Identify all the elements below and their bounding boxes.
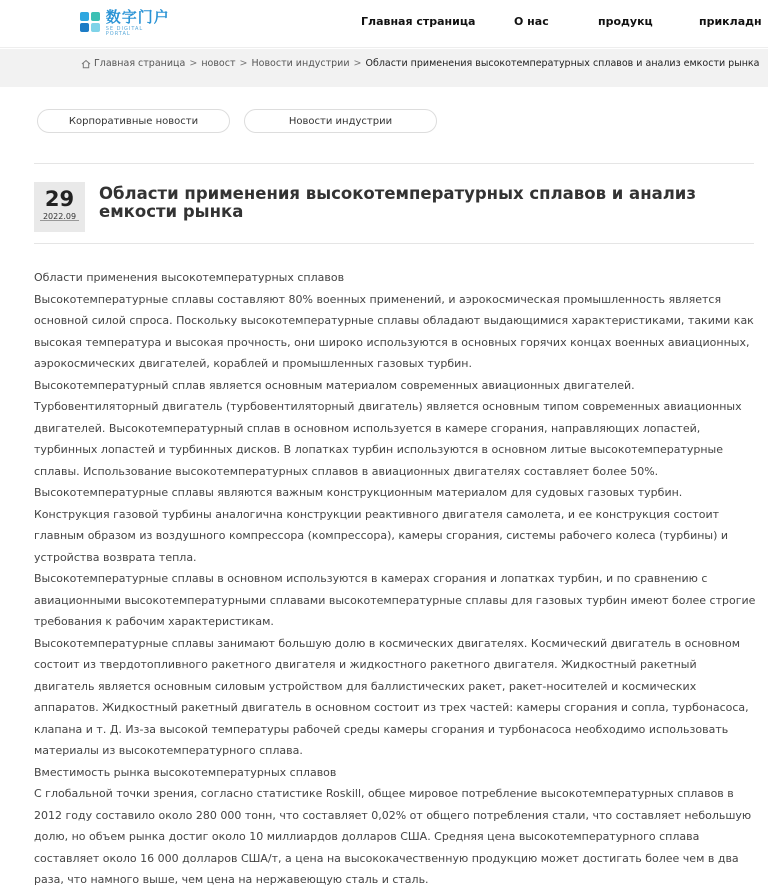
article-paragraph: Высокотемпературные сплавы являются важным конструкционным материалом для судовых газовых турбин. Конструкция газовой турбины аналогична конструкции реактивного двигателя самолета, и ее конструкция состоит главным образом из воздушного компрессора (компрессора), камеры сгорания, системы рабочего колеса (турбины) и устройства возврата тепла.: [34, 486, 729, 564]
breadcrumb-current: Области применения высокотемпературных сплавов и анализ емкости рынка: [365, 58, 760, 69]
site-header: [0, 0, 768, 48]
logo-text: 数字门户: [105, 7, 170, 26]
article-paragraph: Вместимость рынка высокотемпературных сплавов: [34, 765, 337, 779]
home-icon: [81, 59, 91, 69]
nav-products[interactable]: продукц: [598, 15, 653, 28]
breadcrumb-industry-news[interactable]: Новости индустрии: [251, 58, 350, 69]
logo-mark-icon: [80, 12, 102, 34]
breadcrumb-separator: >: [189, 58, 198, 69]
post-day: 29: [44, 187, 75, 211]
logo-subtext: SE DIGITAL PORTAL: [105, 25, 144, 37]
article-paragraph: Области применения высокотемпературных сплавов: [34, 271, 345, 284]
post-date: [34, 182, 85, 232]
divider: [34, 243, 754, 244]
article-paragraph: Высокотемпературные сплавы в основном используются в камерах сгорания и лопатках турбин, и по сравнению с авиационными высокотемпературными сплавами высокотемпературные сплавы для газовых турбин имеют более строгие требования к рабочим характеристикам.: [34, 572, 756, 628]
breadcrumb-separator: >: [353, 58, 362, 69]
breadcrumb-separator: >: [239, 58, 248, 69]
article-body: [34, 267, 756, 891]
breadcrumb-home[interactable]: Главная страница: [94, 58, 186, 69]
article-paragraph: Высокотемпературный сплав является основным материалом современных авиационных двигателей. Турбовентиляторный двигатель (турбовентиляторный двигатель) является основным типом современных авиационных двигателей. Высокотемпературный сплав в основном используется в камере сгорания, направляющих лопастей, турбинных лопастей и турбинных дисков. В лопатках турбин используются в основном литые высокотемпературные сплавы. Использование высокотемпературных сплавов в авиационных двигателях составляет более 50%.: [34, 378, 742, 478]
nav-applications[interactable]: прикладн: [699, 15, 762, 28]
article-paragraph: С глобальной точки зрения, согласно статистике Roskill, общее мировое потребление высокотемпературных сплавов в 2012 году составило около 280 000 тонн, что составляет 0,02% от общего потребления стали, что составляет небольшую долю, но объем рынка достиг около 10 миллиардов долларов США. Средняя цена высокотемпературного сплава составляет около 16 000 долларов США/т, а цена на высококачественную продукцию может достигать более чем в два раза, что намного выше, чем цена на нержавеющую сталь и сталь.: [34, 787, 752, 886]
breadcrumb-news[interactable]: новост: [201, 58, 236, 69]
divider: [34, 163, 754, 164]
article-paragraph: Высокотемпературные сплавы занимают большую долю в космических двигателях. Космический двигатель в основном состоит из твердотопливного ракетного двигателя и жидкостного ракетного двигателя. Жидкостный ракетный двигатель является основным силовым устройством для баллистических ракет, ракет-носителей и космических аппаратов. Жидкостный ракетный двигатель в основном состоит из трех частей: камеры сгорания и сопла, турбонасоса, клапана и т. Д. Из-за высокой температуры рабочей среды камеры сгорания и турбонасоса необходимо использовать материалы из высокотемпературного сплава.: [34, 636, 749, 757]
breadcrumb: [0, 49, 768, 87]
post-title: Области применения высокотемпературных сплавов и анализ емкости рынка: [99, 184, 696, 221]
post-year-month: 2022.09: [42, 212, 77, 221]
nav-about[interactable]: О нас: [514, 15, 549, 28]
article-paragraph: Высокотемпературные сплавы составляют 80% военных применений, и аэрокосмическая промышленность является основной силой спроса. Поскольку высокотемпературные сплавы обладают выдающимися характеристиками, такими как высокая температура и высокая прочность, они широко используются в основных горячих концах военных авиационных, аэрокосмических двигателей, кораблей и промышленных газовых турбин.: [34, 292, 754, 370]
category-industry-news[interactable]: Новости индустрии: [244, 109, 437, 133]
site-logo[interactable]: [80, 9, 170, 37]
nav-home[interactable]: Главная страница: [361, 15, 476, 28]
category-corporate-news[interactable]: Корпоративные новости: [37, 109, 230, 133]
